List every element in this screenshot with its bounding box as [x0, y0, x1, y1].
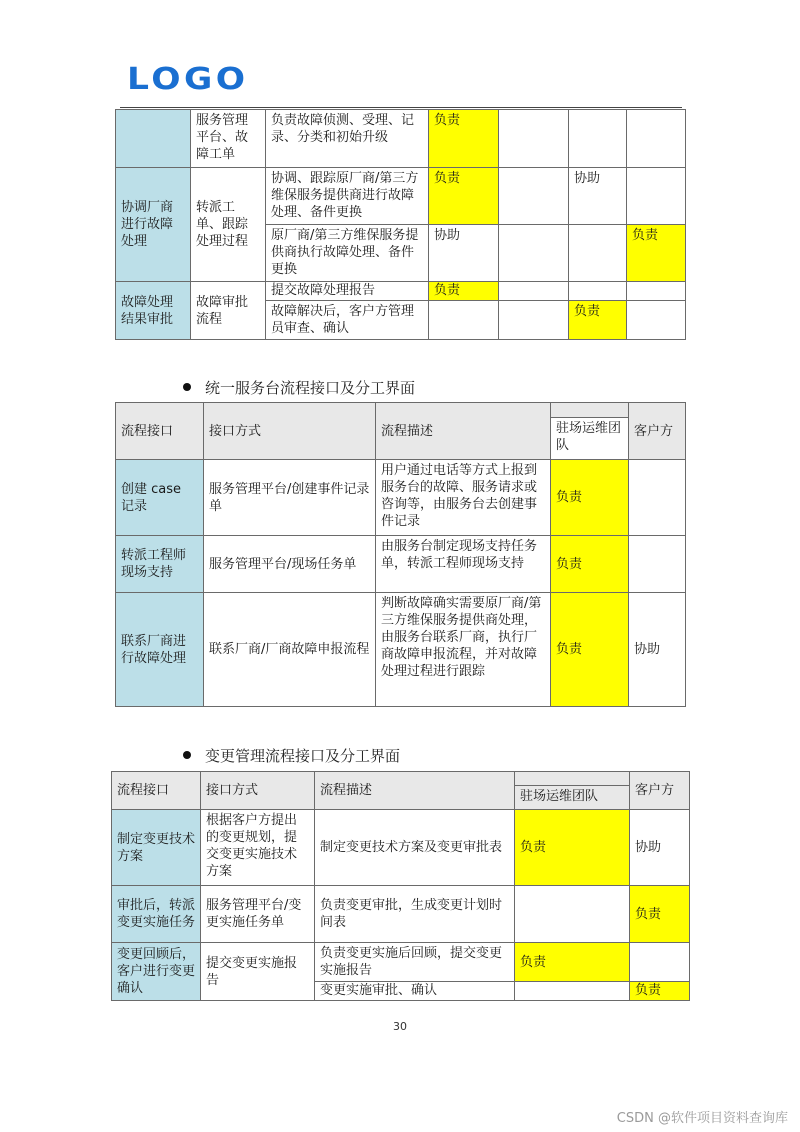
table-row: 制定变更技术方案及变更审批表 — [315, 810, 515, 886]
table1-cell: 负责 — [429, 282, 499, 301]
table-row: 负责 — [630, 982, 690, 1001]
table1-cell — [116, 110, 191, 168]
table2-header-process: 流程接口 — [116, 403, 204, 460]
table-row: 判断故障确实需要原厂商/第三方维保服务提供商处理，由服务台联系厂商，执行厂商故障申报流程，并对故障处理过程进行跟踪 — [376, 593, 551, 707]
table-row — [629, 460, 686, 536]
table3-header-client: 客户方 — [630, 772, 690, 810]
table-row: 负责 — [630, 886, 690, 943]
section-heading-change — [183, 745, 400, 766]
table1-cell: 负责 — [429, 168, 499, 225]
table-row: 负责 — [515, 810, 630, 886]
table1-cell: 协调厂商进行故障处理 — [116, 168, 191, 282]
table3-header-blank — [515, 772, 630, 786]
table-row — [630, 943, 690, 982]
table1-cell — [569, 110, 627, 168]
table-row: 协助 — [630, 810, 690, 886]
table2-header-method: 接口方式 — [204, 403, 376, 460]
table1-cell — [627, 301, 686, 340]
table-row: 协助 — [629, 593, 686, 707]
table-row: 联系厂商进行故障处理 — [116, 593, 204, 707]
table-row: 负责 — [551, 593, 629, 707]
table-row: 用户通过电话等方式上报到服务台的故障、服务请求或咨询等，由服务台去创建事件记录 — [376, 460, 551, 536]
table1-cell: 负责 — [569, 301, 627, 340]
page-number: 30 — [393, 1020, 407, 1033]
table3-header-team: 驻场运维团队 — [515, 786, 630, 810]
table1-cell — [499, 301, 569, 340]
table1-cell: 负责 — [627, 225, 686, 282]
section-heading-text: 统一服务台流程接口及分工界面 — [205, 379, 416, 397]
table1-cell: 协调、跟踪原厂商/第三方维保服务提供商进行故障处理、备件更换 — [266, 168, 429, 225]
bullet-icon — [183, 751, 191, 759]
table2-header-team: 驻场运维团队 — [551, 418, 629, 460]
table-row — [629, 536, 686, 593]
table1-cell: 负责 — [429, 110, 499, 168]
table-row: 负责 — [551, 536, 629, 593]
table1-cell: 提交故障处理报告 — [266, 282, 429, 301]
table-row: 负责 — [551, 460, 629, 536]
table-row: 转派工程师现场支持 — [116, 536, 204, 593]
table1-cell: 服务管理平台、故障工单 — [191, 110, 266, 168]
section-heading-service-desk — [183, 377, 415, 398]
table1-cell: 故障解决后，客户方管理员审查、确认 — [266, 301, 429, 340]
table-row: 服务管理平台/创建事件记录单 — [204, 460, 376, 536]
table-row: 提交变更实施报告 — [201, 943, 315, 1001]
table3-header-description: 流程描述 — [315, 772, 515, 810]
table1-cell: 协助 — [429, 225, 499, 282]
table1-cell — [627, 282, 686, 301]
table-row: 联系厂商/厂商故障申报流程 — [204, 593, 376, 707]
table1-cell — [627, 110, 686, 168]
fault-process-table — [115, 109, 686, 340]
watermark: CSDN @软件项目资料查询库 — [616, 1111, 788, 1126]
table3-header-method: 接口方式 — [201, 772, 315, 810]
table-row: 变更实施审批、确认 — [315, 982, 515, 1001]
change-management-table — [111, 771, 690, 1001]
table-row — [515, 886, 630, 943]
table1-cell — [499, 282, 569, 301]
table2-header-blank — [551, 403, 629, 418]
table-row: 变更回顾后，客户进行变更确认 — [112, 943, 201, 1001]
table-row: 根据客户方提出的变更规划，提交变更实施技术方案 — [201, 810, 315, 886]
table-row: 负责 — [515, 943, 630, 982]
table1-cell: 负责故障侦测、受理、记录、分类和初始升级 — [266, 110, 429, 168]
table1-cell: 原厂商/第三方维保服务提供商执行故障处理、备件更换 — [266, 225, 429, 282]
header-divider — [120, 107, 682, 108]
table1-cell — [627, 168, 686, 225]
table1-cell: 故障处理结果审批 — [116, 282, 191, 340]
table-row: 负责变更实施后回顾，提交变更实施报告 — [315, 943, 515, 982]
bullet-icon — [183, 383, 191, 391]
table1-cell — [429, 301, 499, 340]
table3-header-process: 流程接口 — [112, 772, 201, 810]
service-desk-table — [115, 402, 686, 707]
table1-cell: 故障审批流程 — [191, 282, 266, 340]
table2-header-client: 客户方 — [629, 403, 686, 460]
table-row: 负责变更审批，生成变更计划时间表 — [315, 886, 515, 943]
table-row: 制定变更技术方案 — [112, 810, 201, 886]
logo: LOGO — [127, 62, 249, 97]
table-row: 由服务台制定现场支持任务单，转派工程师现场支持 — [376, 536, 551, 593]
table-row: 服务管理平台/变更实施任务单 — [201, 886, 315, 943]
table1-cell — [499, 225, 569, 282]
table-row: 审批后，转派变更实施任务 — [112, 886, 201, 943]
table1-cell — [499, 168, 569, 225]
table1-cell — [499, 110, 569, 168]
table2-header-description: 流程描述 — [376, 403, 551, 460]
table-row — [515, 982, 630, 1001]
table1-cell — [569, 282, 627, 301]
table-row: 服务管理平台/现场任务单 — [204, 536, 376, 593]
section-heading-text: 变更管理流程接口及分工界面 — [205, 747, 401, 765]
table1-cell: 转派工单、跟踪处理过程 — [191, 168, 266, 282]
table1-cell: 协助 — [569, 168, 627, 225]
table-row: 创建 case 记录 — [116, 460, 204, 536]
table1-cell — [569, 225, 627, 282]
